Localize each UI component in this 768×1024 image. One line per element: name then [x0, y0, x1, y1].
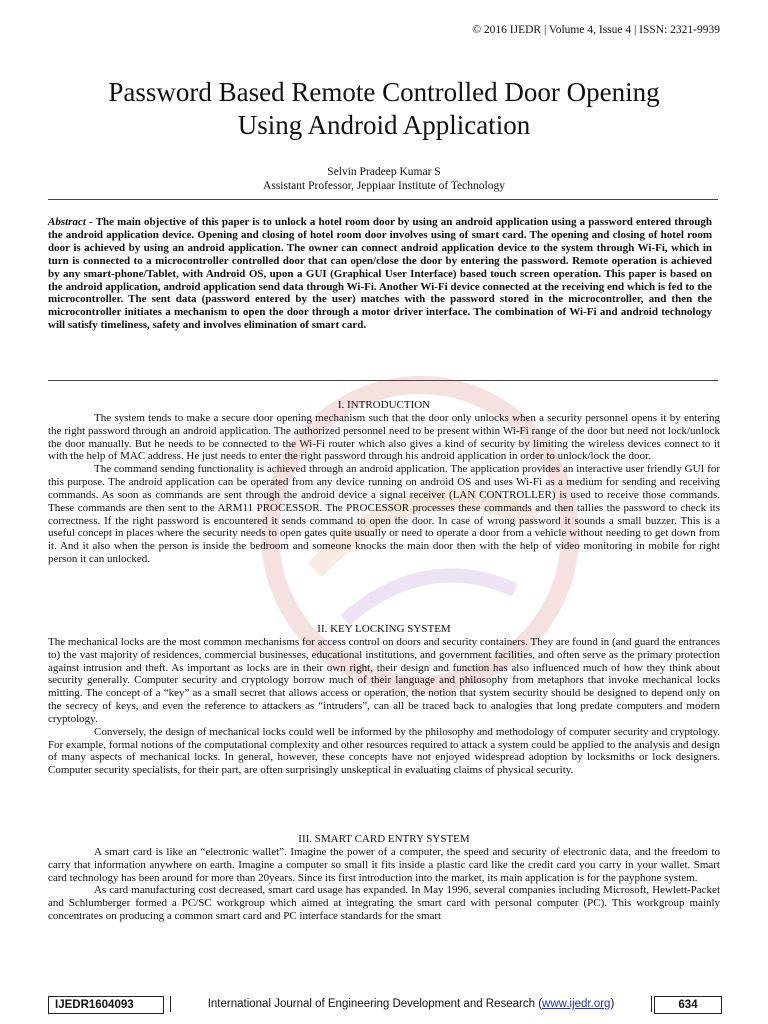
heading-key-locking: II. KEY LOCKING SYSTEM — [317, 623, 451, 635]
locking-paragraph-1: The mechanical locks are the most common mechanisms for access control on doors and security containers. They are found in (and guard the entrances to) the vast majority of residences, commercial businesses, educational institutions, and government facilities, and often serve as the primary protection against intrusion and theft. As important as locks are in their own right, their design and function has also influenced much of how they think about security generally. Computer security and cryptology borrow much of their language and philosophy from metaphors that invoke mechanical locks mitting. The concept of a “key” as a small secret that allows access or operation, the notion that system security should be designed to depend only on the secrecy of keys, and even the reference to attackers as “intruders”, can all be traced back to analogies that long predate computers and modern cryptology. — [48, 635, 720, 725]
journal-text: International Journal of Engineering Development and Research ( — [207, 998, 543, 1010]
abstract — [48, 216, 712, 332]
journal-meta: © 2016 IJEDR | Volume 4, Issue 4 | ISSN: 2321-9939 — [472, 24, 720, 36]
journal-text-end: ) — [610, 998, 615, 1010]
page-number: 634 — [654, 996, 722, 1014]
section-key-locking — [48, 623, 720, 777]
abstract-lead: Abstract — [48, 216, 86, 228]
locking-paragraph-2: Conversely, the design of mechanical locks could well be informed by the philosophy and methodology of computer security and cryptology. For example, formal notions of the computational complexity and other resources required to attack a system could be applied to the analysis and design of many aspects of mechanical locks. In general, however, these concepts have not enjoyed widespread adoption by locksmiths or lock designers. Computer security specialists, for their part, are often surprisingly unskeptical in evaluating claims of physical security. — [48, 725, 720, 777]
smartcard-paragraph-1: A smart card is like an “electronic wallet”. Imagine the power of a computer, the speed and security of electronic data, and the freedom to carry that information anywhere on earth. Imagine a computer so small it fits inside a plastic card like the credit card you carry in your wallet. Smart card technology has been around for more than 20years. Since its first introduction into the market, its main application is for the payphone system. — [48, 845, 720, 884]
abstract-text: - The main objective of this paper is to unlock a hotel room door by using an android application using a password entered through the android application device. Opening and closing of hotel room door involves using of smart card. The opening and closing of hotel room door is achieved by using an android application. The owner can connect android application device to the system through Wi-Fi, which in turn is connected to a microcontroller controlled door that can open/close the door by entering the password. Remote operation is achieved by any smart-phone/Tablet, with Android OS, upon a GUI (Graphical User Interface) based touch screen operation. This paper is based on the android application, android application send data through Wi-Fi. Another Wi-Fi device connected at the receiving end which is fed to the microcontroller. The sent data (password entered by the user) matches with the password stored in the microcontroller, and then the microcontroller initiates a mechanism to open the door through a motor driver interface. The combination of Wi-Fi and android technology will satisfy timeliness, safety and involves elimination of smart card. — [48, 216, 712, 332]
author-affiliation: Assistant Professor, Jeppiaar Institute of Technology — [263, 180, 505, 192]
intro-paragraph-2: The command sending functionality is achieved through an android application. The application provides an interactive user friendly GUI for this purpose. The android application can be operated from any device running on android OS and uses Wi-Fi as a medium for sending and receiving commands. As soon as commands are sent through the android device a signal receiver (LAN CONTROLLER) is used to receive those commands. These commands are then sent to the ARM11 PROCESSOR. The PROCESSOR processes these commands and then tallies the password to check its correctness. If the right password is encountered it sends command to open the door. In case of wrong password it sounds a small buzzer. This is a useful concept in places where the security needs to open gates quite usually or need to operate a door from a vehicle without needing to get down from it. And it also when the person is inside the bedroom and someone knocks the main door then with the help of video monitoring in mobile for right person it can unlocked. — [48, 463, 720, 566]
heading-smart-card: III. SMART CARD ENTRY SYSTEM — [298, 833, 470, 845]
divider-top — [48, 199, 718, 200]
author-name: Selvin Pradeep Kumar S — [327, 166, 441, 178]
section-smart-card — [48, 833, 720, 923]
paper-title — [0, 76, 768, 142]
heading-introduction: I. INTRODUCTION — [337, 399, 431, 411]
divider-abstract — [48, 380, 718, 381]
paper-id: IJEDR1604093 — [48, 996, 164, 1014]
title-line-1: Password Based Remote Controlled Door Opening — [108, 77, 660, 107]
smartcard-paragraph-2: As card manufacturing cost decreased, smart card usage has expanded. In May 1996, several companies including Microsoft, Hewlett-Packet and Schlumberger formed a PC/SC workgroup which aimed at integrating the smart card with personal computer (PC). This workgroup mainly concentrates on producing a common smart card and PC interface standards for the smart — [48, 884, 720, 923]
section-introduction — [48, 399, 720, 566]
page-footer — [48, 991, 720, 1021]
journal-name — [170, 996, 652, 1012]
journal-link[interactable]: www.ijedr.org — [542, 998, 611, 1010]
author-block — [0, 165, 768, 193]
intro-paragraph-1: The system tends to make a secure door opening mechanism such that the door only unlocks when a security personnel opens it by entering the right password through an android application. The authorized personnel need to be present within Wi-Fi range of the door but need not lock/unlock the door manually. But he needs to be connected to the Wi-Fi router which also gives a kind of security by limiting the wireless devices connect to it with the help of MAC address. He just needs to enter the right password through his android application in order to unlock/lock the door. — [48, 411, 720, 463]
title-line-2: Using Android Application — [237, 110, 531, 140]
